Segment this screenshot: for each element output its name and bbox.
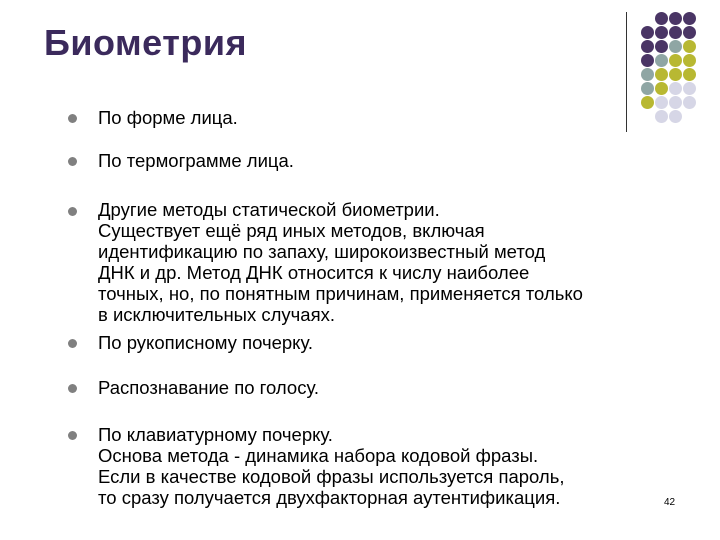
list-item: [98, 332, 313, 353]
list-item: [98, 424, 565, 508]
list-item-line: Если в качестве кодовой фразы используется пароль,: [98, 466, 565, 487]
decorative-dot: [669, 82, 682, 95]
bullet-icon: [68, 431, 77, 440]
list-item-line: По форме лица.: [98, 107, 238, 128]
list-item-line: По термограмме лица.: [98, 150, 294, 171]
bullet-icon: [68, 339, 77, 348]
decorative-dot: [641, 40, 654, 53]
list-item-line: то сразу получается двухфакторная аутентификация.: [98, 487, 561, 508]
decorative-dot: [683, 26, 696, 39]
list-item-line: По клавиатурному почерку.: [98, 424, 333, 445]
list-item-line: ДНК и др. Метод ДНК относится к числу наиболее: [98, 262, 530, 283]
list-item: [98, 107, 238, 128]
decorative-dot: [655, 110, 668, 123]
page-number: 42: [664, 497, 676, 508]
list-item: [98, 150, 294, 171]
decorative-dot: [669, 12, 682, 25]
decorative-dot: [655, 54, 668, 67]
decorative-dot: [641, 26, 654, 39]
list-item-line: По рукописному почерку.: [98, 332, 314, 353]
decorative-dot: [683, 40, 696, 53]
decorative-dot: [669, 110, 682, 123]
slide-title: Биометрия: [44, 22, 247, 63]
decorative-dot: [641, 68, 654, 81]
decorative-dot: [655, 82, 668, 95]
list-item-line: Распознавание по голосу.: [98, 377, 319, 398]
list-item-line: точных, но, по понятным причинам, применяется только: [98, 283, 583, 304]
decorative-dot: [655, 68, 668, 81]
list-item-line: Другие методы статической биометрии.: [98, 199, 440, 220]
decorative-dot: [683, 68, 696, 81]
decorative-dot: [683, 12, 696, 25]
list-item-line: в исключительных случаях.: [98, 304, 335, 325]
decorative-dot: [669, 40, 682, 53]
decorative-dot: [669, 26, 682, 39]
decorative-dot: [655, 40, 668, 53]
decorative-dot: [669, 54, 682, 67]
list-item: [98, 377, 319, 398]
decorative-dot: [669, 68, 682, 81]
list-item-line: идентификацию по запаху, широкоизвестный метод: [98, 241, 546, 262]
bullet-icon: [68, 157, 77, 166]
bullet-icon: [68, 207, 77, 216]
decorative-dot: [655, 96, 668, 109]
divider-line: [626, 12, 627, 132]
bullet-icon: [68, 384, 77, 393]
decorative-dot: [655, 12, 668, 25]
decorative-dot: [683, 96, 696, 109]
decorative-dot: [683, 54, 696, 67]
list-item-line: Существует ещё ряд иных методов, включая: [98, 220, 485, 241]
decorative-dot: [641, 82, 654, 95]
list-item-line: Основа метода - динамика набора кодовой фразы.: [98, 445, 539, 466]
list-item: [98, 199, 583, 325]
decorative-dot: [683, 82, 696, 95]
decorative-dot: [641, 96, 654, 109]
decorative-dot: [669, 96, 682, 109]
bullet-icon: [68, 114, 77, 123]
decorative-dot: [641, 54, 654, 67]
decorative-dot: [655, 26, 668, 39]
